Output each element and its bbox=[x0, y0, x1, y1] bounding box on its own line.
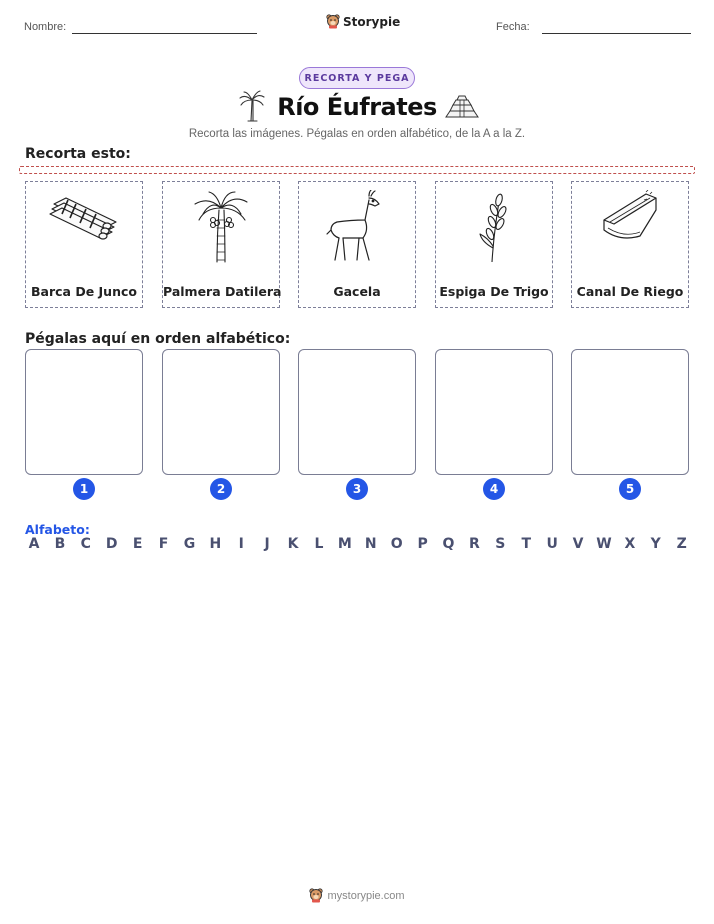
alphabet-letter: N bbox=[364, 536, 377, 552]
alphabet-letter: M bbox=[337, 536, 352, 552]
page-title: Río Éufrates bbox=[277, 93, 437, 121]
slot-number: 2 bbox=[210, 478, 232, 500]
alphabet-row bbox=[24, 536, 692, 552]
alphabet-letter: D bbox=[105, 536, 118, 552]
alphabet-letter: Q bbox=[442, 536, 455, 552]
cut-heading: Recorta esto: bbox=[25, 146, 131, 162]
alphabet-letter: U bbox=[546, 536, 558, 552]
paste-box-2[interactable] bbox=[162, 349, 280, 475]
card-label: Barca De Junco bbox=[31, 284, 137, 299]
cut-card-wheat[interactable] bbox=[435, 181, 553, 308]
alphabet-letter: T bbox=[521, 536, 531, 552]
footer bbox=[0, 888, 714, 903]
name-label: Nombre: bbox=[24, 21, 67, 33]
paste-box-3[interactable] bbox=[298, 349, 416, 475]
card-label: Gacela bbox=[333, 284, 381, 299]
date-label: Fecha: bbox=[496, 21, 530, 33]
alphabet-letter: H bbox=[209, 536, 222, 552]
date-line[interactable] bbox=[542, 33, 691, 34]
date-palm-icon bbox=[191, 190, 251, 264]
cut-card-irrigation-canal[interactable] bbox=[571, 181, 689, 308]
activity-tag: RECORTA Y PEGA bbox=[299, 67, 415, 89]
ziggurat-icon bbox=[444, 93, 480, 119]
alphabet-letter: W bbox=[596, 536, 612, 552]
alphabet-letter: Z bbox=[676, 536, 687, 552]
slot-number: 3 bbox=[346, 478, 368, 500]
alphabet-letter: F bbox=[158, 536, 169, 552]
name-line[interactable] bbox=[72, 33, 257, 34]
alphabet-letter: O bbox=[390, 536, 403, 552]
instructions: Recorta las imágenes. Pégalas en orden alfabético, de la A a la Z. bbox=[188, 128, 526, 140]
cut-card-date-palm[interactable] bbox=[162, 181, 280, 308]
alphabet-letter: X bbox=[624, 536, 636, 552]
slot-number: 4 bbox=[483, 478, 505, 500]
storypie-logo bbox=[326, 14, 400, 29]
alphabet-letter: A bbox=[28, 536, 40, 552]
paste-heading: Pégalas aquí en orden alfabético: bbox=[25, 331, 291, 347]
alphabet-letter: P bbox=[417, 536, 428, 552]
reed-boat-icon bbox=[46, 190, 122, 242]
bear-mascot-icon bbox=[309, 888, 323, 903]
alphabet-letter: J bbox=[264, 536, 270, 552]
brand-name: Storypie bbox=[343, 14, 401, 29]
alphabet-letter: E bbox=[132, 536, 143, 552]
alphabet-title: Alfabeto: bbox=[25, 522, 90, 537]
alphabet-letter: L bbox=[314, 536, 324, 552]
irrigation-canal-icon bbox=[600, 190, 660, 246]
paste-box-4[interactable] bbox=[435, 349, 553, 475]
slot-number: 5 bbox=[619, 478, 641, 500]
alphabet-letter: V bbox=[572, 536, 584, 552]
footer-url[interactable]: mystorypie.com bbox=[327, 889, 405, 902]
alphabet-letter: Y bbox=[650, 536, 661, 552]
slot-number: 1 bbox=[73, 478, 95, 500]
paste-box-5[interactable] bbox=[571, 349, 689, 475]
cut-card-gazelle[interactable] bbox=[298, 181, 416, 308]
alphabet-letter: K bbox=[287, 536, 299, 552]
paste-box-1[interactable] bbox=[25, 349, 143, 475]
alphabet-letter: G bbox=[183, 536, 196, 552]
alphabet-letter: I bbox=[238, 536, 244, 552]
card-label: Espiga De Trigo bbox=[439, 284, 549, 299]
alphabet-letter: S bbox=[495, 536, 506, 552]
cut-line bbox=[19, 166, 695, 174]
alphabet-letter: B bbox=[54, 536, 66, 552]
card-label: Palmera Datilera bbox=[163, 284, 282, 299]
card-label: Canal De Riego bbox=[576, 284, 684, 299]
alphabet-letter: C bbox=[80, 536, 91, 552]
wheat-icon bbox=[474, 190, 514, 264]
gazelle-icon bbox=[325, 190, 389, 264]
alphabet-letter: R bbox=[469, 536, 480, 552]
cut-card-reed-boat[interactable] bbox=[25, 181, 143, 308]
bear-mascot-icon bbox=[326, 14, 340, 29]
